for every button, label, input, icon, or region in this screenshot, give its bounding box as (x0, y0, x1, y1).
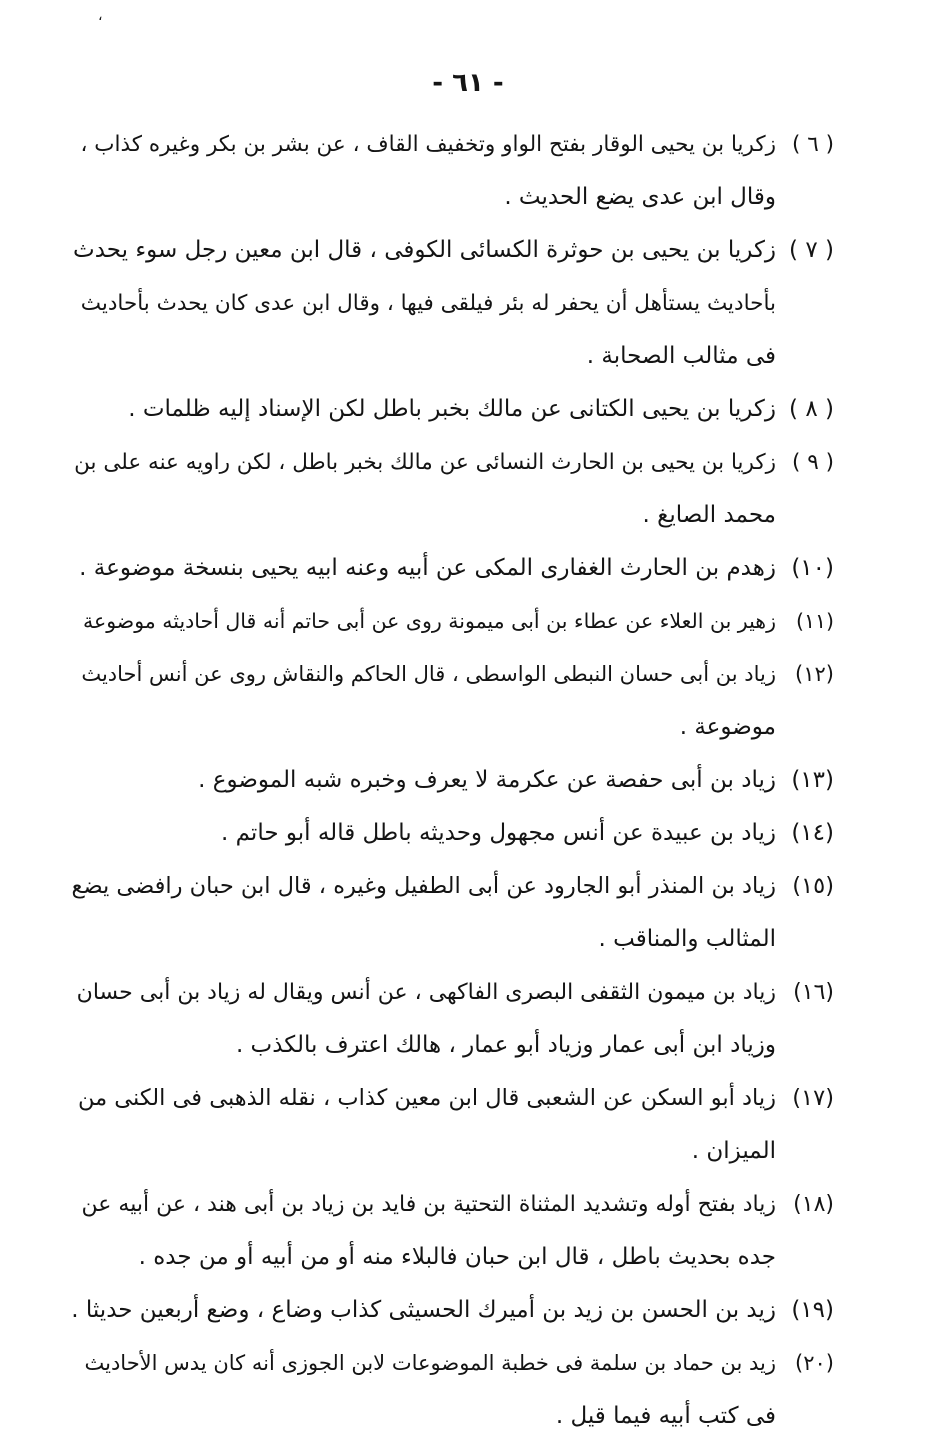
entry-first-line (72, 966, 834, 1019)
page-corner-mark: ، (98, 8, 103, 24)
entry-number: ( ٩ ) (791, 450, 834, 475)
entry-first-line (72, 118, 834, 171)
entry-continuation-line (72, 1390, 834, 1443)
entry-continuation-line (72, 277, 834, 330)
entry-text: زياد بن ميمون الثقفى البصرى الفاكهى ، عن أنس ويقال له زياد بن أبى حسان (76, 980, 776, 1005)
entry-first-line (72, 1337, 834, 1390)
entry-text: فى مثالب الصحابة . (586, 343, 776, 369)
entry-continuation-line (72, 913, 834, 966)
entry (72, 860, 834, 966)
entry-text: زياد بن عبيدة عن أنس مجهول وحديثه باطل قاله أبو حاتم . (221, 820, 776, 846)
entry-continuation-line (72, 489, 834, 542)
entry-first-line (72, 224, 834, 277)
entry-first-line (72, 807, 834, 860)
entry (72, 754, 834, 807)
entry-text: فى كتب أبيه فيما قيل . (555, 1403, 776, 1429)
entry (72, 383, 834, 436)
entry-text: زكريا بن يحيى الوقار بفتح الواو وتخفيف القاف ، عن بشر بن بكر وغيره كذاب ، (80, 132, 776, 157)
page-number: - ٦١ - (432, 68, 504, 98)
entry (72, 648, 834, 754)
entry-first-line (72, 648, 834, 701)
entry-text: زياد بفتح أوله وتشديد المثناة التحتية بن فايد بن زياد بن أبى هند ، عن أبيه عن (81, 1192, 776, 1217)
entry-first-line (72, 542, 834, 595)
entry-first-line (72, 1178, 834, 1231)
entry (72, 1072, 834, 1178)
entry-text: الميزان . (691, 1138, 776, 1164)
entry-text: زهير بن العلاء عن عطاء بن أبى ميمونة روى عن أبى حاتم أنه قال أحاديثه موضوعة (82, 609, 776, 633)
entry-text: زهدم بن الحارث الغفارى المكى عن أبيه وعنه ابيه يحيى بنسخة موضوعة . (79, 555, 776, 581)
entry (72, 224, 834, 383)
entry (72, 1178, 834, 1284)
entry-first-line (72, 383, 834, 436)
entry-number: (١٩) (791, 1297, 834, 1323)
entry-text: زكريا بن يحيى بن حوثرة الكسائى الكوفى ، قال ابن معين رجل سوء يحدث (73, 237, 776, 263)
entry-first-line (72, 860, 834, 913)
entry-number: (١٦) (793, 980, 834, 1005)
entry-continuation-line (72, 1125, 834, 1178)
entry (72, 1284, 834, 1337)
entry-first-line (72, 595, 834, 648)
entry-number: (١١) (795, 609, 834, 633)
entry-text: زياد بن أبى حفصة عن عكرمة لا يعرف وخبره شبه الموضوع . (198, 767, 776, 793)
entry-number: (١٠) (791, 555, 834, 581)
entry-first-line (72, 1072, 834, 1125)
entry-text: موضوعة . (679, 714, 776, 740)
entry-continuation-line (72, 171, 834, 224)
entry-text: المثالب والمناقب . (598, 926, 776, 952)
entry-first-line (72, 436, 834, 489)
entry-number: (١٣) (791, 767, 834, 793)
entry-continuation-line (72, 1019, 834, 1072)
entry-number: ( ٦ ) (791, 132, 834, 157)
entry-text: زكريا بن يحيى بن الحارث النسائى عن مالك بخبر باطل ، لكن راويه عنه على بن (74, 450, 776, 475)
entry-number: (١٤) (791, 820, 834, 846)
entry-first-line (72, 754, 834, 807)
entry (72, 1337, 834, 1443)
entry (72, 118, 834, 224)
entry-continuation-line (72, 330, 834, 383)
entry-first-line (72, 1284, 834, 1337)
entry-text: وقال ابن عدى يضع الحديث . (504, 184, 776, 210)
entry-text: زياد أبو السكن عن الشعبى قال ابن معين كذاب ، نقله الذهبى فى الكنى من (77, 1085, 776, 1111)
entry-number: (١٨) (793, 1192, 834, 1217)
entry-text: وزياد ابن أبى عمار وزياد أبو عمار ، هالك اعترف بالكذب . (235, 1032, 776, 1058)
entry-text: محمد الصايغ . (642, 502, 776, 528)
entry-text: زياد بن أبى حسان النبطى الواسطى ، قال الحاكم والنقاش روى عن أنس أحاديث (81, 662, 776, 686)
entry-text: جده بحديث باطل ، قال ابن حبان فالبلاء منه أو من أبيه أو من جده . (138, 1244, 776, 1270)
entry (72, 595, 834, 648)
entry (72, 807, 834, 860)
entry-number: ( ٨ ) (789, 396, 834, 422)
entry (72, 542, 834, 595)
entry (72, 436, 834, 542)
entry-number: (١٢) (795, 662, 834, 686)
entry-text: زكريا بن يحيى الكتانى عن مالك بخبر باطل لكن الإسناد إليه ظلمات . (128, 396, 776, 422)
entry-text: زياد بن المنذر أبو الجارود عن أبى الطفيل وغيره ، قال ابن حبان رافضى يضع (71, 873, 776, 899)
entry-text: زيد بن حماد بن سلمة فى خطبة الموضوعات لابن الجوزى أنه كان يدس الأحاديث (84, 1351, 776, 1375)
entry-list (72, 118, 834, 1443)
entry-text: بأحاديث يستأهل أن يحفر له بئر فيلقى فيها ، وقال ابن عدى كان يحدث بأحاديث (80, 291, 776, 316)
entry-text: زيد بن الحسن بن زيد بن أميرك الحسيثى كذاب وضاع ، وضع أربعين حديثا . (71, 1297, 776, 1323)
entry-continuation-line (72, 701, 834, 754)
entry-number: ( ٧ ) (789, 237, 834, 263)
entry-number: (١٥) (792, 873, 834, 899)
entry (72, 966, 834, 1072)
entry-number: (٢٠) (795, 1351, 834, 1375)
entry-continuation-line (72, 1231, 834, 1284)
entry-number: (١٧) (792, 1085, 834, 1111)
